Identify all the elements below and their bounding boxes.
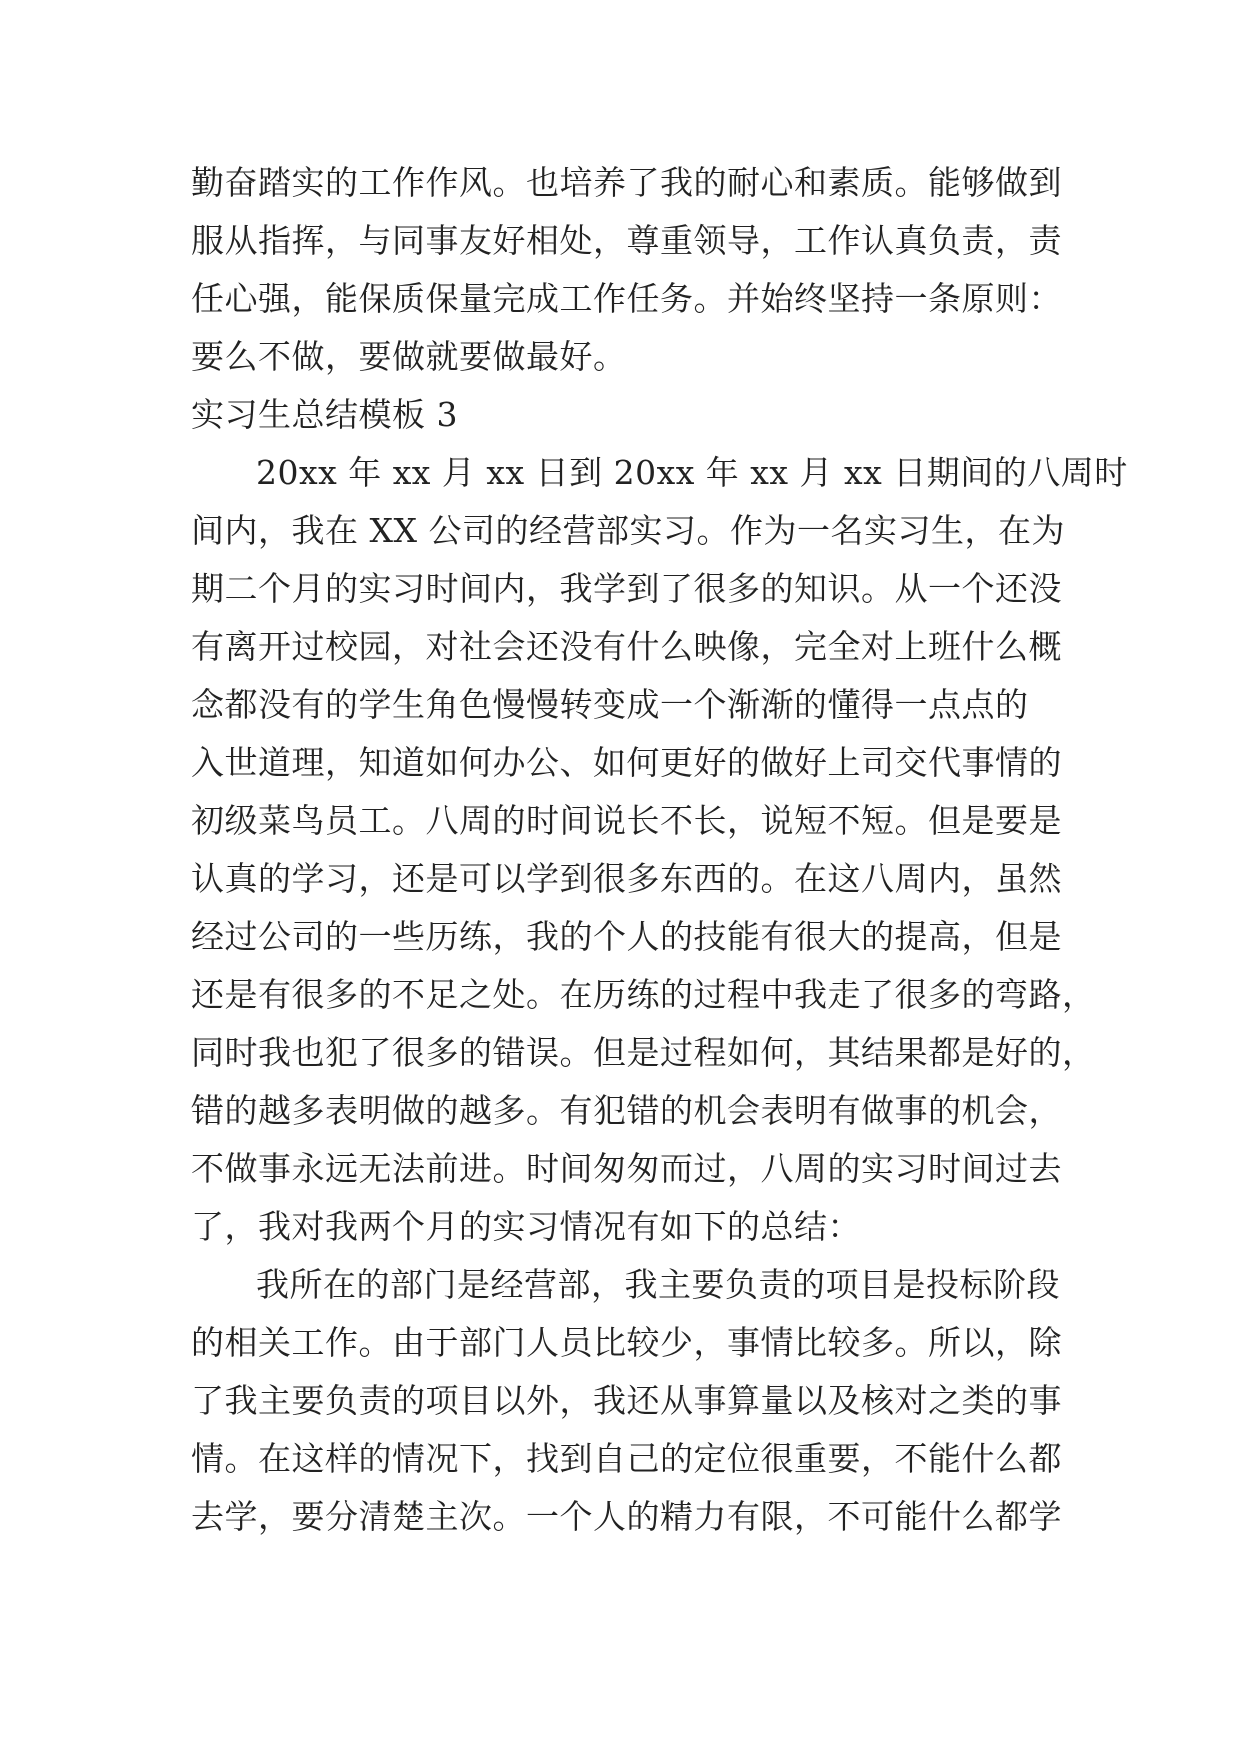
paragraph-line: 勤奋踏实的工作作风。也培养了我的耐心和素质。能够做到 (191, 163, 1062, 202)
paragraph-line: 服从指挥，与同事友好相处，尊重领导，工作认真负责，责 (191, 221, 1062, 260)
paragraph-line: 同时我也犯了很多的错误。但是过程如何，其结果都是好的， (191, 1033, 1096, 1072)
paragraph-line: 错的越多表明做的越多。有犯错的机会表明有做事的机会， (191, 1091, 1062, 1130)
paragraph-line: 20xx 年 xx 月 xx 日到 20xx 年 xx 月 xx 日期间的八周时 (256, 453, 1128, 492)
paragraph-line: 间内，我在 XX 公司的经营部实习。作为一名实习生，在为 (191, 511, 1065, 550)
paragraph-line: 不做事永远无法前进。时间匆匆而过，八周的实习时间过去 (191, 1149, 1062, 1188)
paragraph-line: 的相关工作。由于部门人员比较少，事情比较多。所以，除 (191, 1323, 1062, 1362)
paragraph-line: 我所在的部门是经营部，我主要负责的项目是投标阶段 (256, 1265, 1060, 1304)
paragraph-line: 经过公司的一些历练，我的个人的技能有很大的提高，但是 (191, 917, 1062, 956)
paragraph-line: 了，我对我两个月的实习情况有如下的总结： (191, 1207, 861, 1246)
paragraph-line: 要么不做，要做就要做最好。 (191, 337, 627, 376)
paragraph-line: 认真的学习，还是可以学到很多东西的。在这八周内，虽然 (191, 859, 1062, 898)
paragraph-line: 有离开过校园，对社会还没有什么映像，完全对上班什么概 (191, 627, 1062, 666)
paragraph-line: 去学，要分清楚主次。一个人的精力有限，不可能什么都学 (191, 1497, 1062, 1536)
paragraph-line: 期二个月的实习时间内，我学到了很多的知识。从一个还没 (191, 569, 1062, 608)
paragraph-line: 还是有很多的不足之处。在历练的过程中我走了很多的弯路， (191, 975, 1096, 1014)
paragraph-line: 念都没有的学生角色慢慢转变成一个渐渐的懂得一点点的 (191, 685, 1029, 724)
paragraph-line: 了我主要负责的项目以外，我还从事算量以及核对之类的事 (191, 1381, 1062, 1420)
paragraph-line: 入世道理，知道如何办公、如何更好的做好上司交代事情的 (191, 743, 1062, 782)
section-heading: 实习生总结模板 3 (191, 395, 458, 434)
paragraph-line: 任心强，能保质保量完成工作任务。并始终坚持一条原则： (191, 279, 1062, 318)
paragraph-line: 情。在这样的情况下，找到自己的定位很重要，不能什么都 (191, 1439, 1062, 1478)
paragraph-line: 初级菜鸟员工。八周的时间说长不长，说短不短。但是要是 (191, 801, 1062, 840)
